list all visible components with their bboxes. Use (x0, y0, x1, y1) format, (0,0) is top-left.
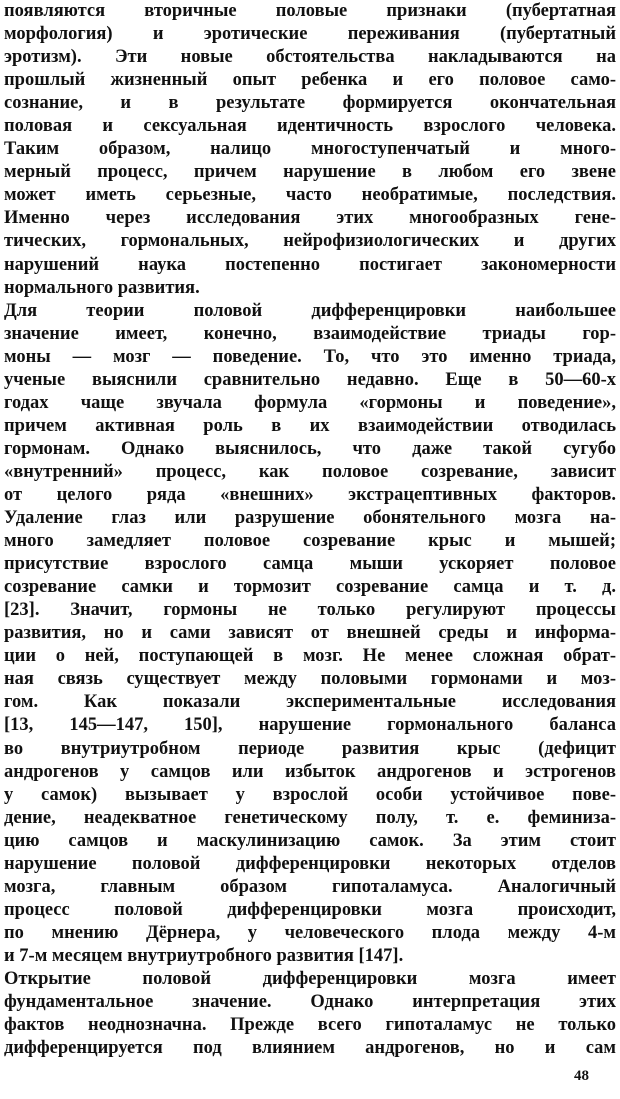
text-line: ная связь существует между половыми гормонами и моз- (4, 669, 616, 690)
text-line: половая и сексуальная идентичность взрослого человека. (4, 116, 616, 137)
text-line: много замедляет половое созревание крыс и мышей; (4, 531, 616, 552)
text-line: ученые выяснили сравнительно недавно. Еще в 50—60-х (4, 369, 616, 390)
text-line: процесс половой дифференцировки мозга происходит, (4, 899, 616, 920)
text-line: Удаление глаз или разрушение обонятельного мозга на- (4, 508, 616, 529)
body-text (4, 0, 616, 1060)
text-line: [13, 145—147, 150], нарушение гормонального баланса (4, 715, 616, 736)
text-line: присутствие взрослого самца мыши ускоряет половое (4, 554, 616, 575)
text-line: гом. Как показали экспериментальные исследования (4, 692, 616, 713)
text-line: созревание самки и тормозит созревание самца и т. д. (4, 577, 616, 598)
text-line: ции о ней, поступающей в мозг. Не менее сложная обрат- (4, 646, 616, 667)
text-line: Открытие половой дифференцировки мозга имеет (4, 968, 616, 989)
text-line: по мнению Дёрнера, у человеческого плода между 4-м (4, 922, 616, 943)
text-line: Таким образом, налицо многоступенчатый и много- (4, 139, 616, 160)
text-line: дение, неадекватное генетическому полу, т. е. феминиза- (4, 807, 616, 828)
text-line: от целого ряда «внешних» экстрацептивных факторов. (4, 484, 616, 505)
text-line: годах чаще звучала формула «гормоны и поведение», (4, 392, 616, 413)
text-line: цию самцов и маскулинизацию самок. За этим стоит (4, 830, 616, 851)
text-line: значение имеет, конечно, взаимодействие триады гор- (4, 323, 616, 344)
text-line: тических, гормональных, нейрофизиологических и других (4, 231, 616, 252)
text-line: сознание, и в результате формируется окончательная (4, 93, 616, 114)
text-line: нормального развития. (4, 277, 200, 298)
text-line: гормонам. Однако выяснилось, что даже такой сугубо (4, 438, 616, 459)
text-line: прошлый жизненный опыт ребенка и его половое само- (4, 70, 616, 91)
text-line: фундаментальное значение. Однако интерпретация этих (4, 992, 616, 1013)
text-line: мозга, главным образом гипоталамуса. Аналогичный (4, 876, 616, 897)
text-line: и 7-м месяцем внутриутробного развития [147]. (4, 945, 404, 966)
text-line: может иметь серьезные, часто необратимые, последствия. (4, 185, 616, 206)
text-line: развития, но и сами зависят от внешней среды и информа- (4, 623, 616, 644)
text-line: [23]. Значит, гормоны не только регулируют процессы (4, 600, 616, 621)
text-line: нарушение половой дифференцировки некоторых отделов (4, 853, 616, 874)
text-line: во внутриутробном периоде развития крыс (дефицит (4, 738, 616, 759)
text-line: у самок) вызывает у взрослой особи устойчивое пове- (4, 784, 616, 805)
text-line: появляются вторичные половые признаки (пубертатная (4, 1, 616, 21)
text-line: нарушений наука постепенно постигает закономерности (4, 254, 616, 275)
text-line: мерный процесс, причем нарушение в любом его звене (4, 162, 616, 183)
text-line: дифференцируется под влиянием андрогенов, но и сам (4, 1038, 616, 1059)
text-line: Именно через исследования этих многообразных гене- (4, 208, 616, 229)
text-line: фактов неоднозначна. Прежде всего гипоталамус не только (4, 1015, 616, 1036)
text-line: «внутренний» процесс, как половое созревание, зависит (4, 461, 616, 482)
page-number: 48 (574, 1068, 589, 1084)
text-line: морфология) и эротические переживания (пубертатный (4, 24, 616, 45)
text-line: причем активная роль в их взаимодействии отводилась (4, 415, 616, 436)
text-line: Для теории половой дифференцировки наибольшее (4, 300, 616, 321)
text-line: эротизм). Эти новые обстоятельства накладываются на (4, 47, 616, 68)
text-line: андрогенов у самцов или избыток андрогенов и эстрогенов (4, 761, 616, 782)
text-line: моны — мозг — поведение. То, что это именно триада, (4, 346, 616, 367)
